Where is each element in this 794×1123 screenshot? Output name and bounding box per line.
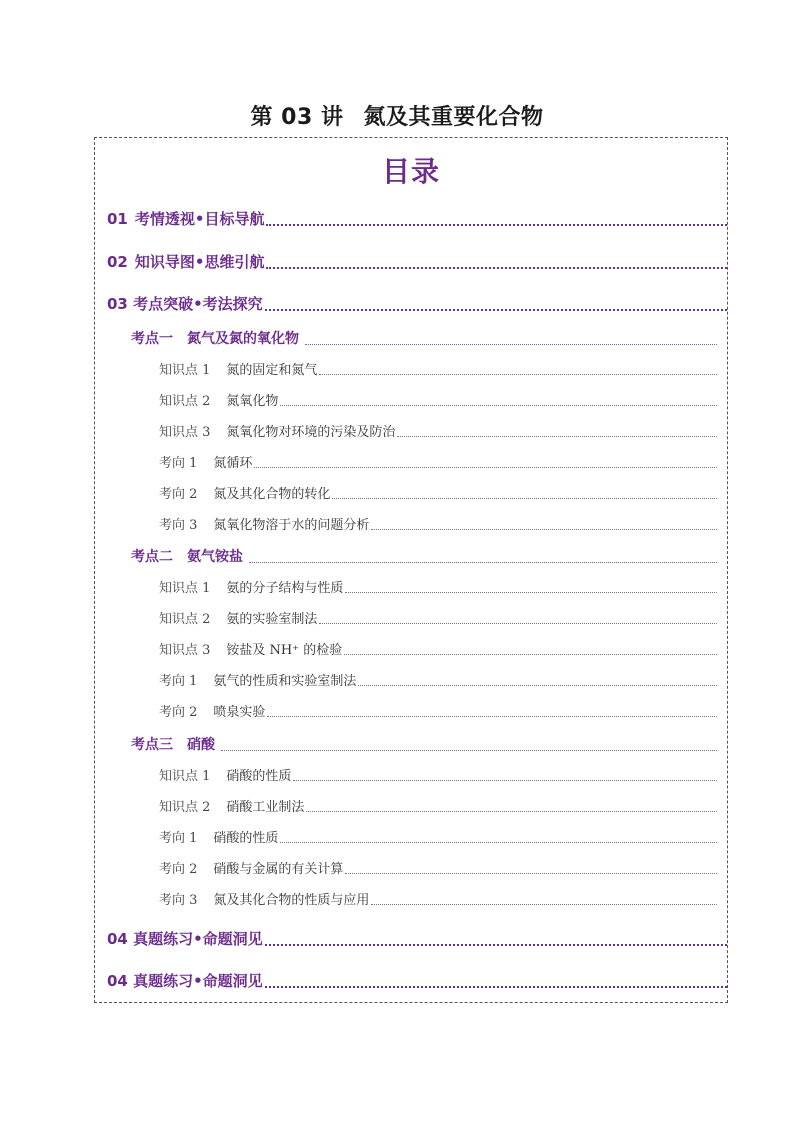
- toc-item[interactable]: [159, 765, 717, 784]
- dot-leader: [345, 873, 717, 874]
- dot-leader: [265, 944, 727, 946]
- dot-leader: [266, 224, 727, 226]
- dot-leader: [280, 405, 717, 406]
- dot-leader: [358, 685, 717, 686]
- toc-entry-label: [107, 293, 263, 314]
- toc-entry-text: 氨的实验室制法: [226, 612, 318, 627]
- dot-leader: [371, 904, 717, 905]
- toc-entry-number: 考向 2: [159, 705, 198, 720]
- toc-entry-text: 氨的分子结构与性质: [226, 581, 344, 596]
- toc-entry-number: 考向 3: [159, 518, 198, 533]
- lecture-number: 第 03 讲: [250, 105, 344, 130]
- toc-entry-text: 知识导图•思维引航: [134, 253, 265, 271]
- toc-entry-label: [131, 546, 243, 566]
- dot-leader: [371, 529, 717, 530]
- toc-entry-number: 考向 2: [159, 862, 198, 877]
- dot-leader: [293, 780, 717, 781]
- toc-entry-number: 知识点 3: [159, 643, 211, 658]
- toc-entry-text: 氮氧化物对环境的污染及防治: [226, 425, 396, 440]
- toc-item[interactable]: [159, 796, 717, 815]
- dot-leader: [265, 986, 727, 988]
- toc-entry-text: 氨气的性质和实验室制法: [213, 674, 357, 689]
- table-of-contents: [94, 137, 728, 1003]
- toc-entry-text: 氮及其化合物的转化: [213, 487, 331, 502]
- dot-leader: [332, 498, 717, 499]
- toc-topic[interactable]: [131, 328, 717, 348]
- toc-entry-label: [107, 970, 263, 991]
- toc-entry-label: [159, 421, 395, 440]
- dot-leader: [319, 374, 717, 375]
- toc-entry-text: 喷泉实验: [213, 705, 266, 720]
- toc-entry-text: 氮及其化合物的性质与应用: [213, 893, 370, 908]
- dot-leader: [306, 811, 717, 812]
- dot-leader: [254, 467, 717, 468]
- toc-item[interactable]: [159, 452, 717, 471]
- toc-item[interactable]: [159, 359, 717, 378]
- toc-entry-number: 考向 3: [159, 893, 198, 908]
- toc-entry-label: [159, 858, 343, 877]
- toc-entry-text: 铵盐及 NH⁺ 的检验: [226, 643, 343, 658]
- toc-item[interactable]: [159, 577, 717, 596]
- lecture-topic: 氮及其重要化合物: [363, 105, 544, 130]
- toc-entry-label: [159, 608, 317, 627]
- toc-entry-number: 考向 1: [159, 831, 198, 846]
- dot-leader: [221, 750, 717, 751]
- toc-entry-label: [159, 827, 278, 846]
- toc-item[interactable]: [159, 701, 717, 720]
- toc-entry-number: 考向 2: [159, 487, 198, 502]
- toc-entry-number: 知识点 1: [159, 769, 211, 784]
- toc-entry-text: 氮的固定和氮气: [226, 363, 318, 378]
- toc-entry-number: 考点三: [131, 737, 173, 753]
- toc-entry-label: [131, 734, 215, 754]
- dot-leader: [397, 436, 717, 437]
- dot-leader: [345, 592, 717, 593]
- toc-item[interactable]: [159, 889, 717, 908]
- toc-item[interactable]: [159, 670, 717, 689]
- dot-leader: [265, 309, 727, 311]
- dot-leader: [249, 562, 717, 563]
- toc-entry-number: 知识点 2: [159, 394, 211, 409]
- toc-entry-label: [159, 390, 278, 409]
- toc-entry-label: [159, 483, 330, 502]
- toc-entry-text: 考情透视•目标导航: [134, 210, 265, 228]
- toc-section[interactable]: [107, 970, 727, 991]
- toc-entry-text: 硝酸工业制法: [226, 800, 305, 815]
- toc-entry-number: 知识点 2: [159, 612, 211, 627]
- toc-entry-text: 氮气及氮的氧化物: [187, 331, 299, 347]
- toc-entry-number: 考向 1: [159, 674, 198, 689]
- toc-entry-label: [107, 251, 264, 272]
- toc-entry-label: [159, 577, 343, 596]
- toc-entry-number: 02: [107, 253, 128, 271]
- toc-entry-number: 考点一: [131, 331, 173, 347]
- toc-entry-text: 硝酸与金属的有关计算: [213, 862, 344, 877]
- toc-entry-text: 硝酸的性质: [226, 769, 292, 784]
- toc-section[interactable]: [107, 208, 727, 229]
- dot-leader: [305, 344, 717, 345]
- toc-entry-text: 氮氧化物: [226, 394, 279, 409]
- document-title: [0, 100, 794, 131]
- dot-leader: [319, 623, 717, 624]
- toc-entry-label: [159, 889, 369, 908]
- toc-item[interactable]: [159, 827, 717, 846]
- toc-entry-text: 硝酸: [187, 737, 215, 753]
- toc-entry-label: [131, 328, 299, 348]
- toc-section[interactable]: [107, 251, 727, 272]
- dot-leader: [344, 654, 717, 655]
- toc-entry-text: 氨气铵盐: [187, 549, 243, 565]
- toc-entry-label: [159, 639, 342, 658]
- toc-entry-number: 知识点 1: [159, 581, 211, 596]
- toc-entry-label: [159, 359, 317, 378]
- toc-entry-label: [159, 701, 265, 720]
- toc-entry-label: [159, 452, 252, 471]
- toc-item[interactable]: [159, 514, 717, 533]
- toc-item[interactable]: [159, 639, 717, 658]
- toc-entry-label: [107, 928, 263, 949]
- toc-entry-label: [159, 514, 369, 533]
- dot-leader: [266, 267, 727, 269]
- dot-leader: [280, 842, 717, 843]
- toc-entry-number: 知识点 3: [159, 425, 211, 440]
- toc-entry-text: 硝酸的性质: [213, 831, 279, 846]
- dot-leader: [267, 716, 717, 717]
- toc-entry-label: [107, 208, 264, 229]
- toc-entry-number: 考向 1: [159, 456, 198, 471]
- toc-item[interactable]: [159, 483, 717, 502]
- toc-entry-label: [159, 796, 304, 815]
- toc-entry-label: [159, 765, 291, 784]
- toc-entry-number: 知识点 2: [159, 800, 211, 815]
- toc-topic[interactable]: [131, 546, 717, 566]
- toc-item[interactable]: [159, 421, 717, 440]
- toc-entry-text: 氮循环: [213, 456, 253, 471]
- toc-entry-text: 04 真题练习•命题洞见: [107, 930, 263, 948]
- toc-topic[interactable]: [131, 734, 717, 754]
- toc-entry-number: 考点二: [131, 549, 173, 565]
- toc-entry-label: [159, 670, 356, 689]
- toc-entry-text: 氮氧化物溶于水的问题分析: [213, 518, 370, 533]
- toc-section[interactable]: [107, 928, 727, 949]
- toc-entry-text: 03 考点突破•考法探究: [107, 295, 263, 313]
- toc-entry-number: 01: [107, 210, 128, 228]
- toc-item[interactable]: [159, 608, 717, 627]
- toc-section[interactable]: [107, 293, 727, 314]
- toc-heading: 目录: [381, 155, 440, 188]
- toc-item[interactable]: [159, 390, 717, 409]
- toc-item[interactable]: [159, 858, 717, 877]
- toc-entry-text: 04 真题练习•命题洞见: [107, 972, 263, 990]
- toc-entry-number: 知识点 1: [159, 363, 211, 378]
